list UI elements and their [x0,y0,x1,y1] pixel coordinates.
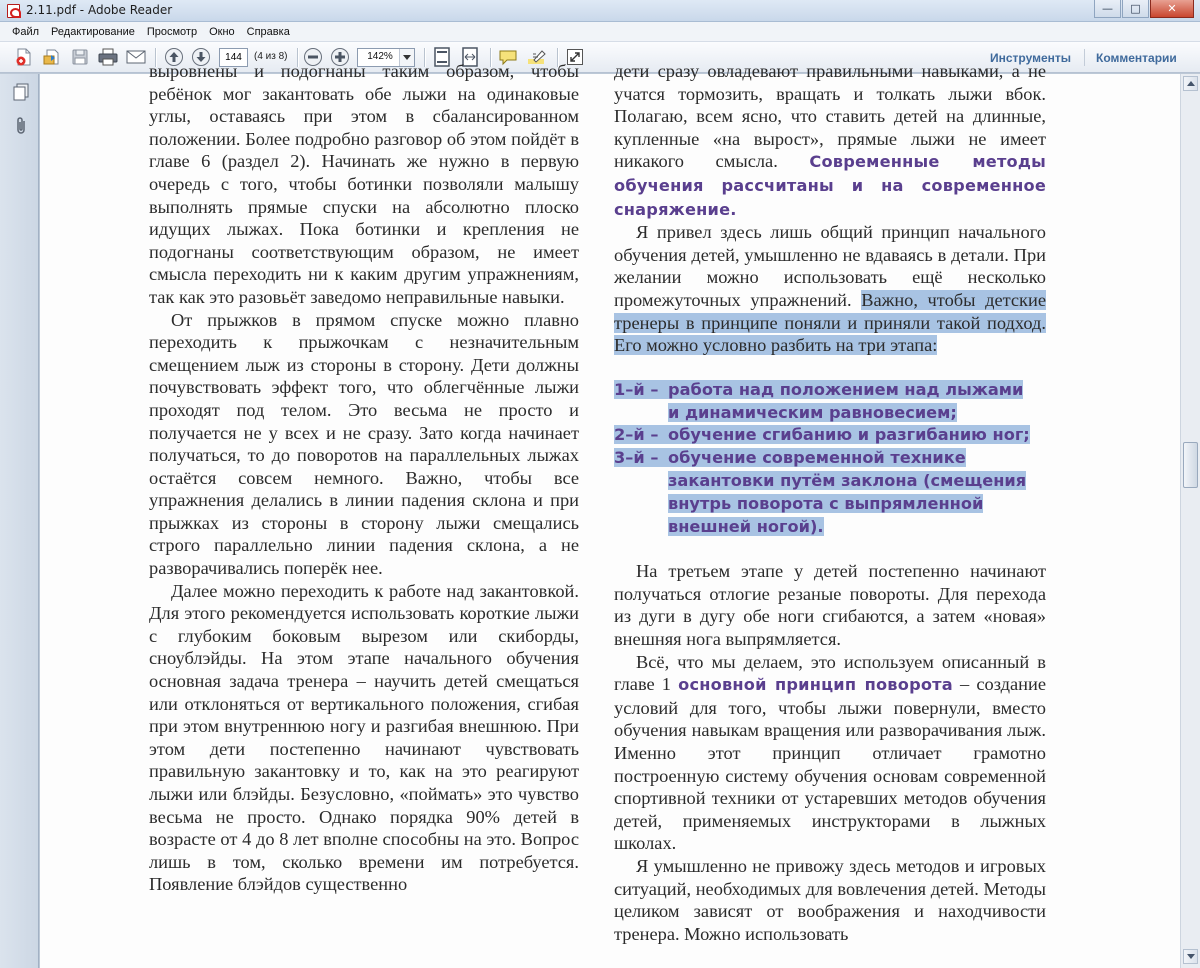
attachments-button[interactable] [12,116,30,136]
paragraph: Далее можно переходить к работе над закантовкой. Для этого рекомендуется использовать короткие лыжи с глубоким боковым вырезом или скиборды, сноублэйды. На этом этапе начального обучения основная задача тренера – научить детей смещаться или отклоняться от вертикального положения, сгибая при этом внутреннюю ногу и разгибая внешнюю. При этом дети постепенно начинают чувствовать правильную закантовку и то, как на это реагируют лыжи или блэйды. Безусловно, «поймать» это чувство весьма не просто. Однако порядка 90% детей в возрасте от 4 до 8 лет вполне способны на это. Вопрос лишь в том, сколько времени им потребуется. Появление блэйдов существенно [149,580,579,895]
window-controls [1093,0,1194,18]
zoom-value: 142% [367,51,393,62]
menu-edit[interactable]: Редактирование [51,25,135,38]
save-icon [71,48,89,66]
menu-file[interactable]: Файл [12,25,40,38]
list-item-text[interactable]: обучение современной технике закантовки путём заклона (смещения внутрь поворота с выпрямленной внешней ногой). [668,448,1027,536]
paperclip-icon [14,116,28,136]
menu-help[interactable]: Справка [246,25,290,38]
minimize-button[interactable]: — [1094,0,1121,18]
page-count-label: (4 из 8) [254,51,288,62]
menu-bar [0,22,1200,42]
comments-pane-link[interactable]: Комментарии [1096,51,1177,65]
window-title: 2.11.pdf - Adobe Reader [26,3,173,17]
maximize-button[interactable]: □ [1122,0,1149,18]
paragraph: выровнены и подогнаны таким образом, чтобы ребёнок мог закантовать обе лыжи на одинаковые углы, оставаясь при этом в сбалансированном положении. Более подробно разговор об этом пойдёт в главе 6 (раздел 2). Начинать же нужно в первую очередь с того, чтобы ботинки позволяли малышу выполнять прямые спуски на абсолютно плоско идущих лыжах. Пока ботинки и крепления не подогнаны соответствующим образом, не имеет смысла переходить ни к каким другим упражнениям, так как это разовьёт заведомо неправильные навыки. [149,61,579,307]
list-item-text[interactable]: работа над положением над лыжами и динамическим равновесием; [668,379,1024,422]
menu-view[interactable]: Просмотр [146,25,198,38]
page-number-input[interactable]: 144 [219,48,248,67]
paragraph: На третьем этапе у детей постепенно начинают получаться отлогие резаные повороты. Для перехода из дуги в дугу обе ноги сгибаются, а затем «новая» внешняя нога выпрямляется. [614,561,1046,650]
paragraph-text: – создание условий для того, чтобы лыжи повернули, вместо обучения навыкам вращения или разворачивания лыж. Именно этот принцип отличает грамотно построенную систему обучения основам современной спортивной техники от устаревших методов обучения детей, применяемых инструкторами в лыжных школах. [614,674,1046,854]
page-thumbnails-button[interactable] [12,82,30,102]
document-page[interactable] [40,61,1180,968]
scrollbar-thumb[interactable] [1183,442,1198,488]
create-pdf-icon [14,47,34,67]
scroll-up-button[interactable] [1183,76,1198,91]
paragraph-text: Я привел здесь лишь общий принцип начального обучения детей, умышленно не вдаваясь в детали. При желании можно использовать ещё несколько промежуточных упражнений. [614,222,1046,310]
menu-window[interactable]: Окно [209,25,235,38]
emphasis-text: основной принцип поворота [678,675,953,695]
paragraph-text: дети сразу овладевают правильными навыками, а не учатся тормозить, вращать и толкать лыжи вбок. Полагаю, всем ясно, что ставить детей на длинные, купленные «на вырост», прямые лыжи не имеет никакого смысла. [614,61,1046,172]
pages-icon [13,83,29,101]
selected-text[interactable]: Важно, чтобы детские тренеры в принципе поняли и приняли такой подход. Его можно условно разбить на три этапа: [614,289,1046,356]
paragraph [614,221,1046,357]
envelope-icon [126,49,146,65]
list-item [614,447,1034,538]
emphasis-text: Современные методы обучения рассчитаны и на современное снаряжение. [614,152,1046,219]
right-text-column [614,60,1046,945]
list-item [614,379,1034,425]
window-title-bar [0,0,1200,22]
list-item [614,424,1034,447]
paragraph [614,60,1046,221]
email-button[interactable] [124,46,148,68]
create-pdf-button[interactable] [12,46,36,68]
left-text-column [149,60,579,896]
list-item-number: 1–й – [614,379,659,399]
navigation-pane [0,74,39,968]
open-icon [42,47,62,67]
paragraph-text: Всё, что мы делаем, это используем описанный в главе 1 [614,651,1046,695]
list-item-text[interactable]: обучение сгибанию и разгибанию ног; [668,425,1030,445]
stages-list [614,379,1046,539]
pdf-app-icon [7,4,20,18]
paragraph [614,651,1046,855]
list-item-number: 3–й – [614,448,659,468]
vertical-scrollbar[interactable] [1180,74,1200,968]
paragraph: От прыжков в прямом спуске можно плавно переходить к прыжочкам с незначительным смещением лыж из стороны в сторону. Дети должны почувствовать эффект того, что облегчённые лыжи проходят под телом. Это весьма не просто и получается не у всех и не сразу. Зато когда начинает получаться, то до поворотов на параллельных лыжах остаётся совсем немного. Важно, чтобы все упражнения делались в линии падения склона и при прыжках из стороны в сторону лыжи смещались строго параллельно линии падения склона, а не разворачивались поперёк нее. [149,309,579,579]
print-button[interactable] [96,46,120,68]
paragraph: Я умышленно не привожу здесь методов и игровых ситуаций, необходимых для вовлечения детей. Методы целиком зависят от воображения и находчивости тренера. Можно использовать [614,856,1046,944]
printer-icon [98,48,118,66]
tools-pane-link[interactable]: Инструменты [990,51,1072,65]
list-item-number: 2–й – [614,425,659,445]
chevron-up-icon [1187,81,1195,86]
save-button[interactable] [68,46,92,68]
toolbar-separator [1084,49,1085,66]
scroll-down-button[interactable] [1183,949,1198,964]
chevron-down-icon [1187,954,1195,959]
open-button[interactable] [40,46,64,68]
close-button[interactable]: ✕ [1150,0,1194,18]
